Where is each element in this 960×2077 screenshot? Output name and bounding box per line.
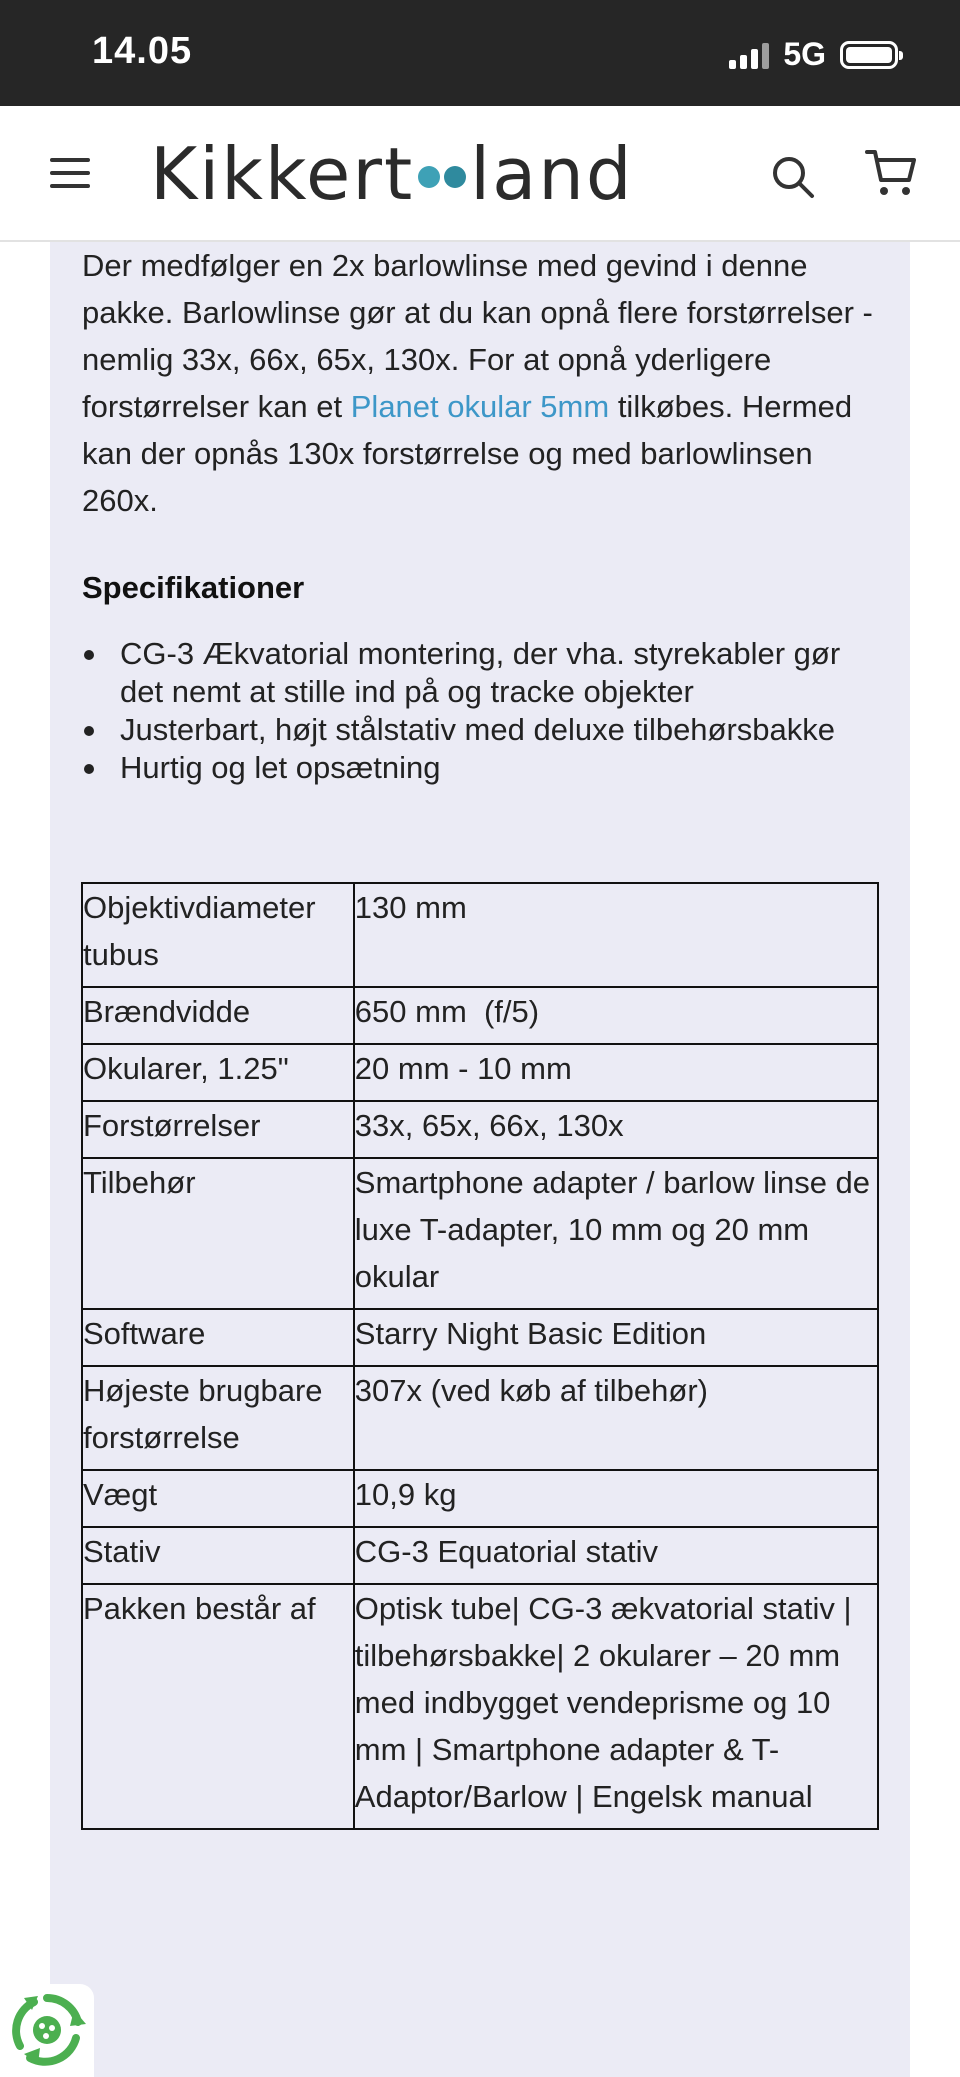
table-row xyxy=(82,1527,878,1584)
spec-bullet: Hurtig og let opsætning xyxy=(82,749,882,787)
intro-paragraph xyxy=(82,242,882,524)
spec-bullet: CG-3 Ækvatorial montering, der vha. styrekabler gør det nemt at stille ind på og tracke objekter xyxy=(82,635,882,711)
site-logo[interactable] xyxy=(150,134,634,214)
spec-key: Forstørrelser xyxy=(82,1101,354,1158)
spec-key: Objektivdiameter tubus xyxy=(82,883,354,987)
table-row xyxy=(82,1366,878,1470)
signal-icon xyxy=(729,41,769,69)
table-row xyxy=(82,1158,878,1309)
logo-text-left: Kikkert xyxy=(150,132,415,216)
cookie-widget-button[interactable] xyxy=(0,1984,94,2077)
table-row xyxy=(82,1470,878,1527)
spec-key: Tilbehør xyxy=(82,1158,354,1309)
status-time: 14.05 xyxy=(92,30,193,72)
spec-value: Starry Night Basic Edition xyxy=(354,1309,878,1366)
logo-text-right: land xyxy=(470,132,634,216)
table-row xyxy=(82,1044,878,1101)
spec-key: Pakken består af xyxy=(82,1584,354,1829)
spec-value: 650 mm (f/5) xyxy=(354,987,878,1044)
spec-value: CG-3 Equatorial stativ xyxy=(354,1527,878,1584)
intro-text-end: tilkøbes. Hermed kan der opnås 130x forstørrelse og med barlowlinsen 260x. xyxy=(82,389,853,518)
spec-bullet-list xyxy=(82,635,882,787)
table-row xyxy=(82,1101,878,1158)
table-row xyxy=(82,1584,878,1829)
spec-key: Vægt xyxy=(82,1470,354,1527)
network-type: 5G xyxy=(783,36,826,72)
cookie-settings-icon xyxy=(0,1984,94,2077)
spec-key: Okularer, 1.25" xyxy=(82,1044,354,1101)
status-bar xyxy=(0,0,960,106)
logo-dots-icon xyxy=(418,166,466,188)
table-row xyxy=(82,1309,878,1366)
spec-value: Smartphone adapter / barlow linse de luxe T-adapter, 10 mm og 20 mm okular xyxy=(354,1158,878,1309)
spec-key: Software xyxy=(82,1309,354,1366)
cart-icon[interactable] xyxy=(864,146,918,200)
table-row xyxy=(82,883,878,987)
spec-key: Højeste brugbare forstørrelse xyxy=(82,1366,354,1470)
table-row xyxy=(82,987,878,1044)
intro-text: Der medfølger en 2x barlowlinse med gevind i denne pakke. Barlowlinse gør at du kan opnå flere forstørrelser - nemlig 33x, 66x, 65x, 130x. For at opnå yderligere forstørrelser kan et xyxy=(82,248,873,424)
spec-heading: Specifikationer xyxy=(82,570,305,605)
battery-icon xyxy=(840,41,898,69)
spec-value: Optisk tube| CG-3 ækvatorial stativ | tilbehørsbakke| 2 okularer – 20 mm med indbygget vendeprisme og 10 mm | Smartphone adapter & T-Adaptor/Barlow | Engelsk manual xyxy=(354,1584,878,1829)
spec-bullet: Justerbart, højt stålstativ med deluxe tilbehørsbakke xyxy=(82,711,882,749)
search-icon[interactable] xyxy=(770,154,816,200)
product-description xyxy=(50,242,910,2077)
menu-icon[interactable] xyxy=(50,158,90,188)
status-indicators xyxy=(729,36,898,73)
spec-value: 33x, 65x, 66x, 130x xyxy=(354,1101,878,1158)
site-header xyxy=(0,106,960,242)
spec-key: Stativ xyxy=(82,1527,354,1584)
spec-value: 10,9 kg xyxy=(354,1470,878,1527)
spec-key: Brændvidde xyxy=(82,987,354,1044)
planet-okular-link[interactable]: Planet okular 5mm xyxy=(350,389,610,424)
spec-value: 307x (ved køb af tilbehør) xyxy=(354,1366,878,1470)
spec-value: 20 mm - 10 mm xyxy=(354,1044,878,1101)
spec-table xyxy=(81,882,879,1830)
spec-value: 130 mm xyxy=(354,883,878,987)
